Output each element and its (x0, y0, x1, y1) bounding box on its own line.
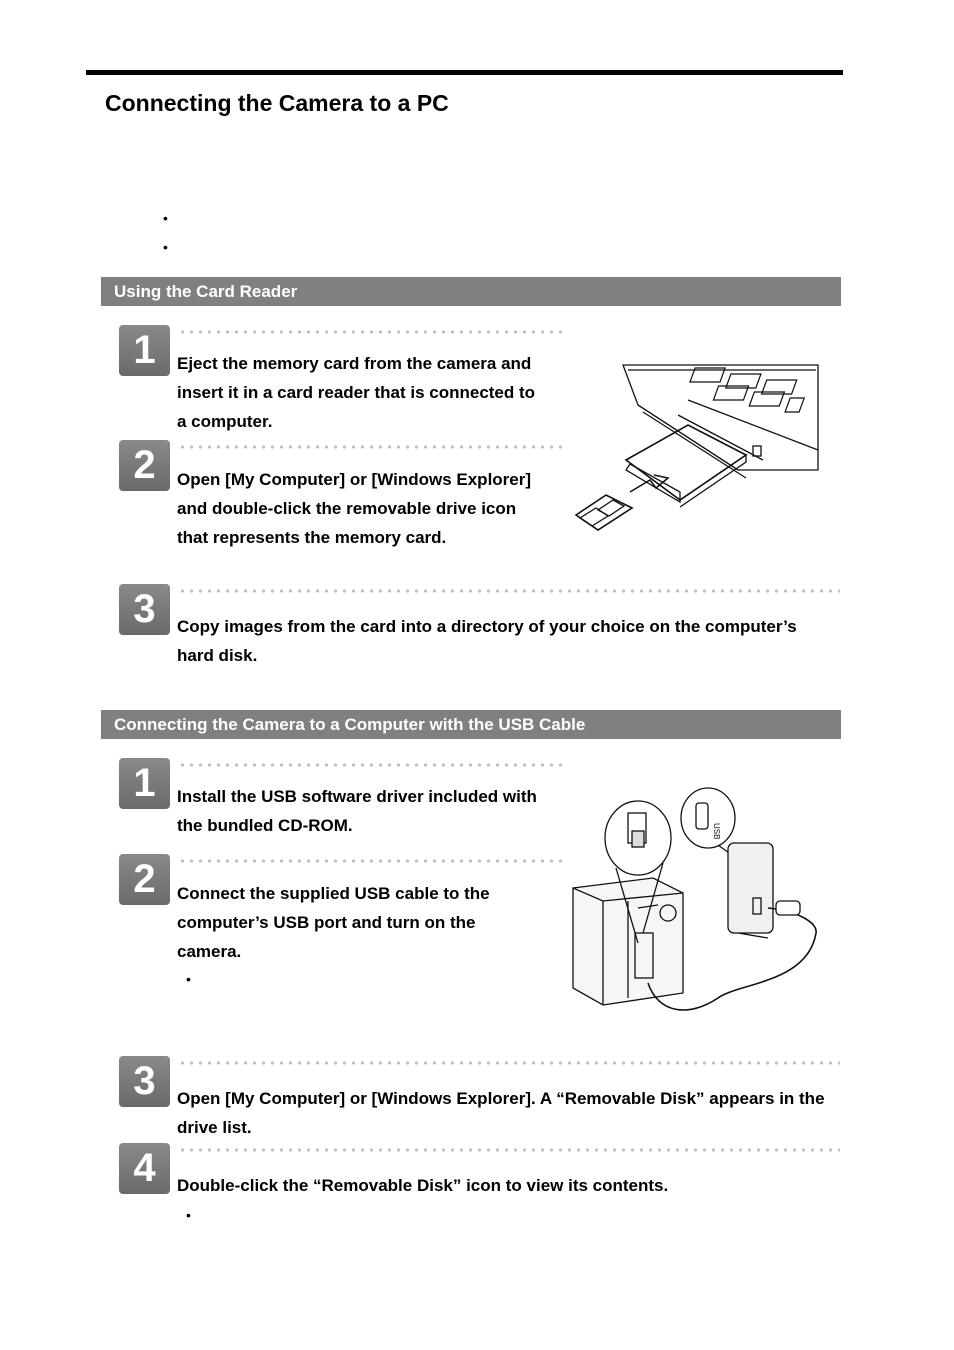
memory-card (576, 495, 632, 530)
step-divider (178, 1061, 840, 1065)
note-bullet: • (186, 971, 191, 987)
camera-body (728, 843, 773, 938)
step-divider (178, 330, 562, 334)
step-number-badge: 3 (119, 584, 170, 635)
step-text: Install the USB software driver included with the bundled CD-ROM. (177, 787, 537, 835)
intro-bullet: • (163, 210, 168, 226)
step-number-badge: 2 (119, 854, 170, 905)
step-text: Connect the supplied USB cable to the computer’s USB port and turn on the camera. (177, 884, 490, 961)
step-divider (178, 1148, 840, 1152)
step-number-badge: 3 (119, 1056, 170, 1107)
page-title: Connecting the Camera to a PC (105, 90, 449, 116)
step-text: Double-click the “Removable Disk” icon to view its contents. (177, 1176, 669, 1195)
step-text: Eject the memory card from the camera and insert it in a card reader that is connected to a computer. (177, 354, 536, 431)
step-number-badge: 4 (119, 1143, 170, 1194)
usb-connection-illustration (568, 783, 824, 1023)
step-text: Copy images from the card into a directory of your choice on the computer’s hard disk. (177, 617, 797, 665)
keyboard-keys (690, 368, 804, 412)
top-rule (86, 70, 843, 75)
section-heading-card-reader: Using the Card Reader (101, 277, 841, 306)
step-number-badge: 1 (119, 758, 170, 809)
step-number-badge: 1 (119, 325, 170, 376)
section-heading-usb: Connecting the Camera to a Computer with the USB Cable (101, 710, 841, 739)
step-divider (178, 445, 562, 449)
step-number-badge: 2 (119, 440, 170, 491)
step-divider (178, 859, 562, 863)
step-text: Open [My Computer] or [Windows Explorer] and double-click the removable drive icon that represents the memory card. (177, 470, 532, 547)
svg-text:USB: USB (712, 823, 721, 840)
step-divider (178, 763, 562, 767)
step-text: Open [My Computer] or [Windows Explorer]. A “Removable Disk” appears in the drive list. (177, 1089, 825, 1137)
note-bullet: • (186, 1207, 191, 1223)
pc-tower (573, 878, 683, 1005)
card-reader-illustration (568, 360, 822, 545)
step-divider (178, 589, 840, 593)
intro-bullet: • (163, 239, 168, 255)
